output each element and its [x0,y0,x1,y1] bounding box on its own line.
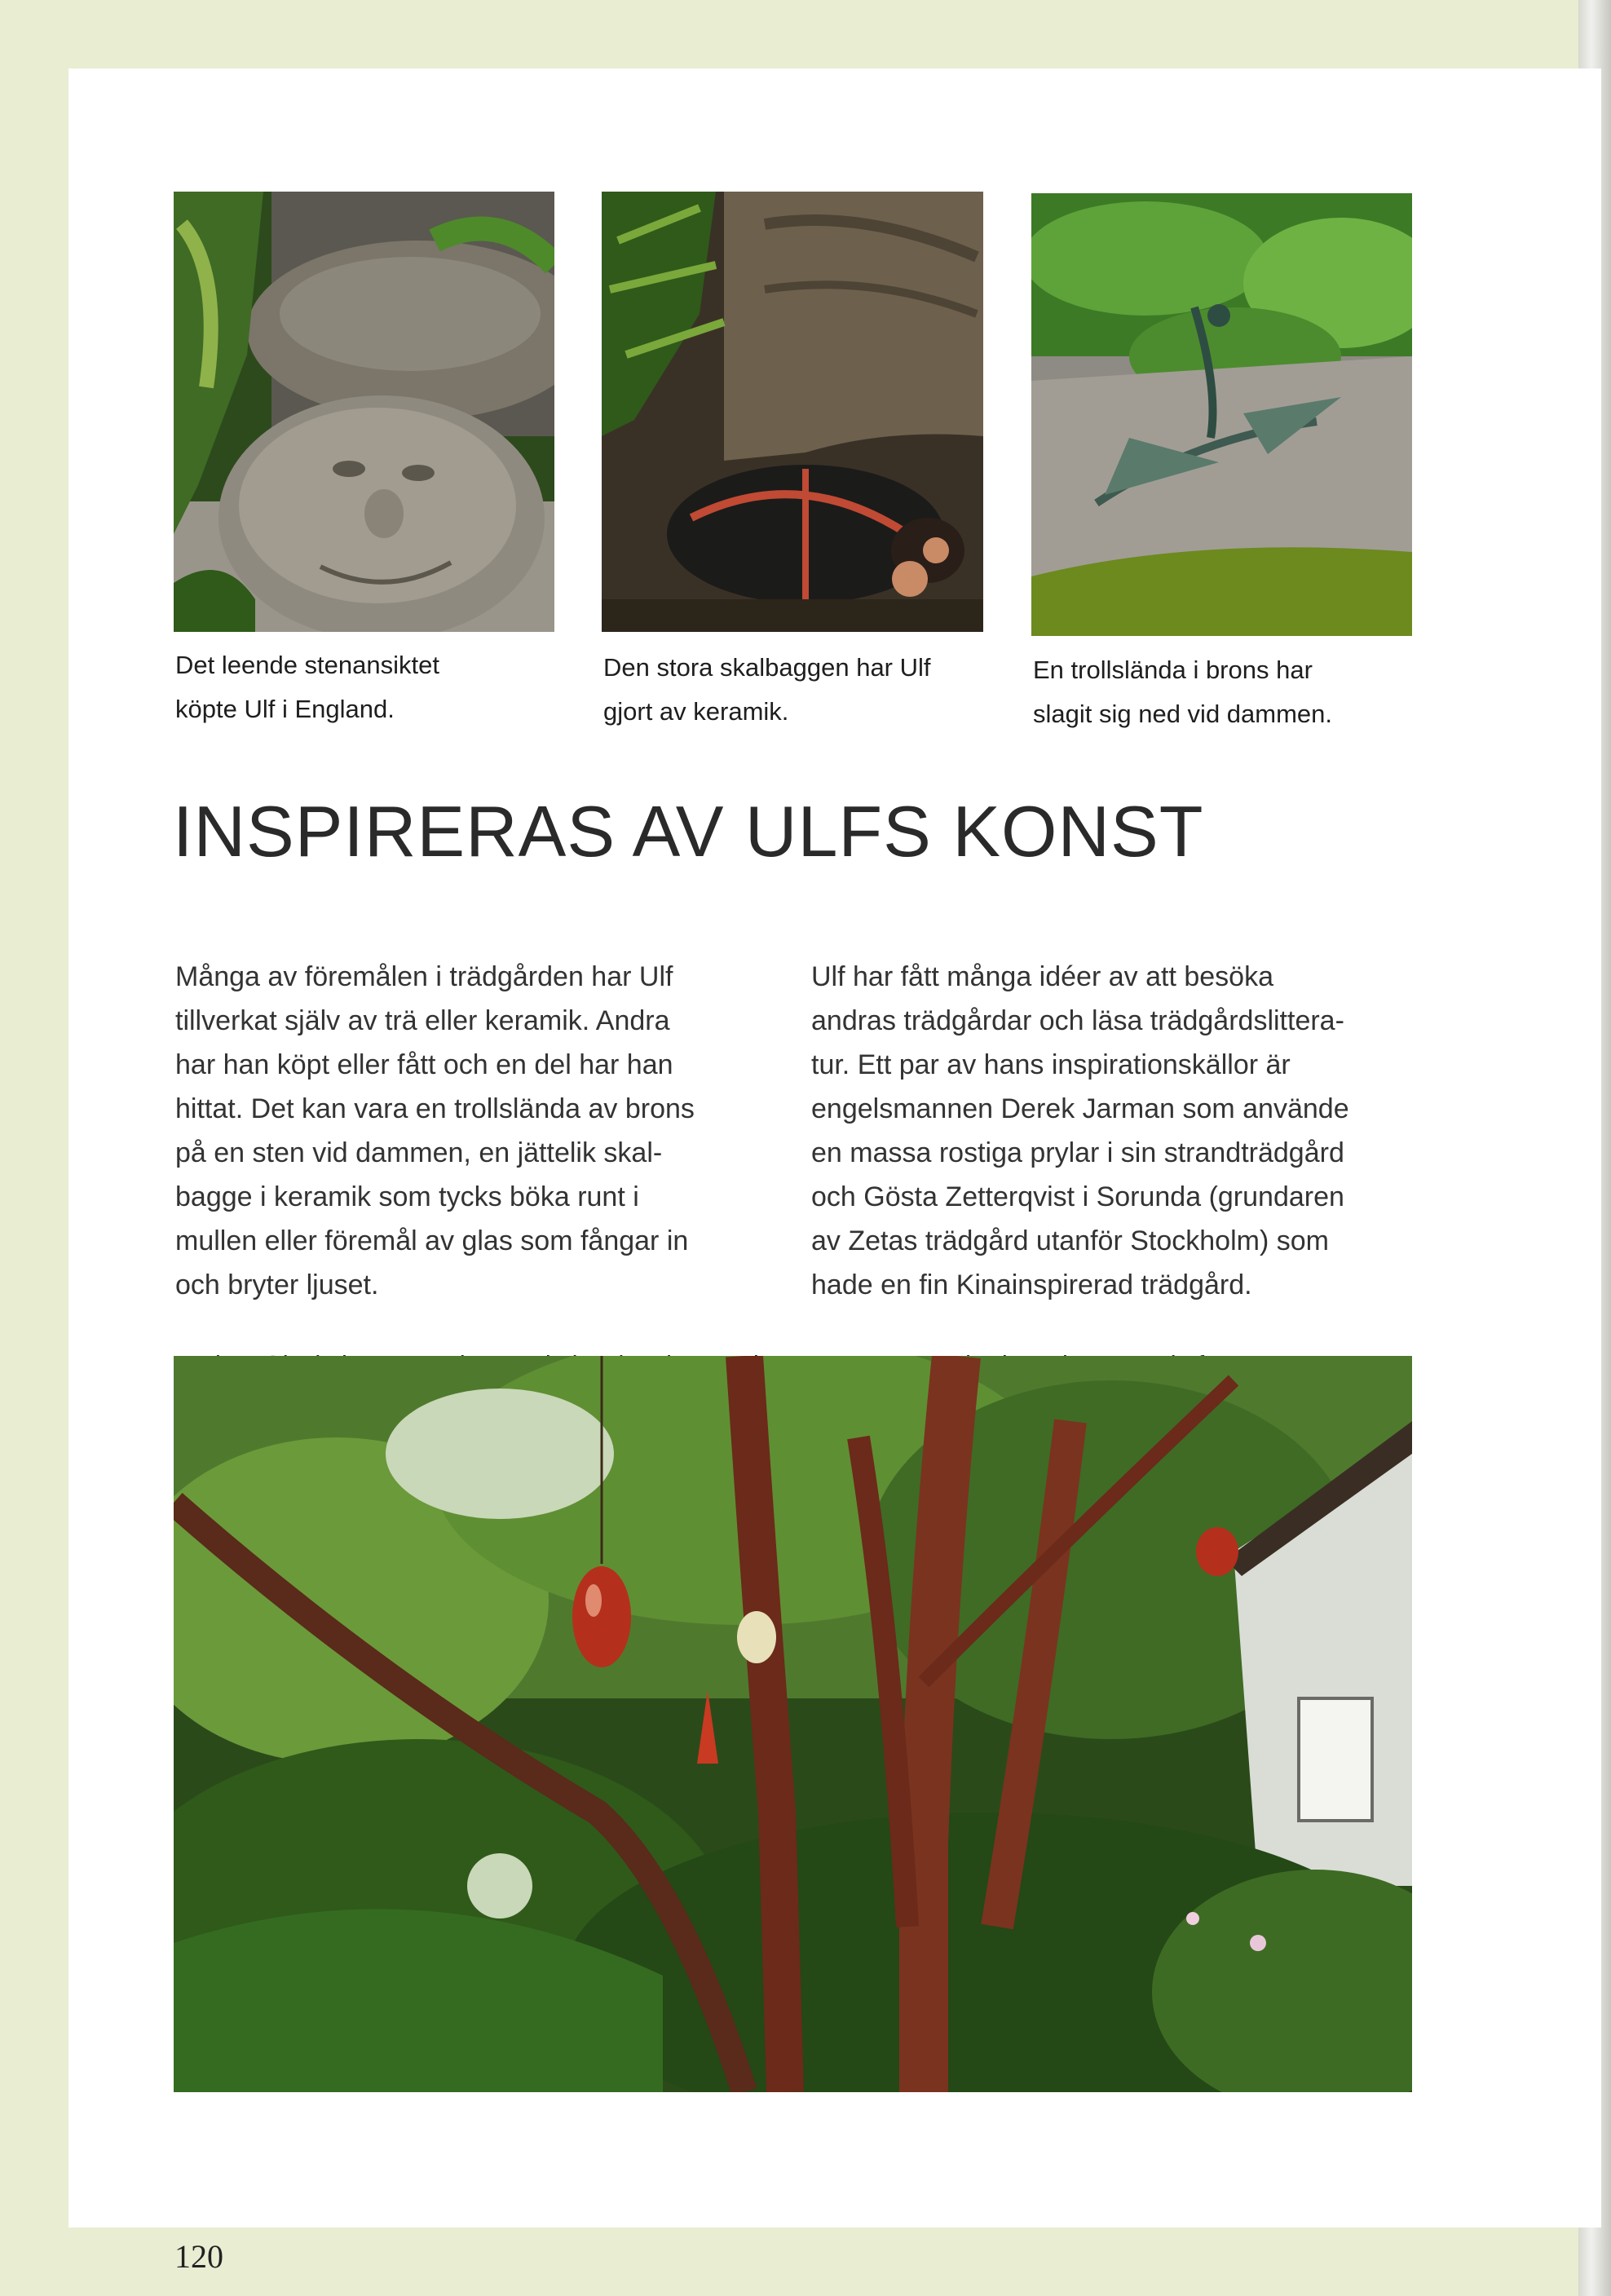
body-line: mullen eller föremål av glas som fångar in [175,1225,689,1256]
body-line: bagge i keramik som tycks böka runt i [175,1181,639,1212]
caption-line: En trollslända i brons har [1033,656,1313,684]
stone-face-caption [175,643,558,731]
body-line: hittat. Det kan vara en trollslända av brons [175,1093,695,1124]
body-line: av Zetas trädgård utanför Stockholm) som [811,1225,1329,1256]
body-column-right [811,955,1431,1307]
body-line: engelsmannen Derek Jarman som använde [811,1093,1349,1124]
cherry-tree-glass-balls-image [174,1356,1412,2092]
caption-line: Det leende stenansiktet [175,651,439,679]
book-page [68,68,1601,2275]
article-title: INSPIRERAS AV ULFS KONST [173,791,1204,872]
stone-face-photo [174,192,554,632]
body-line: och bryter ljuset. [175,1269,379,1300]
body-line: tur. Ett par av hans inspirationskällor är [811,1049,1291,1080]
body-line: hade en fin Kinainspirerad trädgård. [811,1269,1252,1300]
bronze-dragonfly-photo [1031,193,1412,636]
body-line: en massa rostiga prylar i sin strandträdgård [811,1137,1344,1168]
bronze-dragonfly-image [1031,193,1412,636]
ceramic-beetle-photo [602,192,983,632]
ceramic-beetle-image [602,192,983,632]
stone-face-image [174,192,554,632]
body-line: och Gösta Zetterqvist i Sorunda (grundaren [811,1181,1344,1212]
body-column-left [175,955,762,1307]
caption-line: Den stora skalbaggen har Ulf [603,653,931,682]
body-line: Många av föremålen i trädgården har Ulf [175,961,673,992]
cherry-tree-glass-balls-photo [174,1356,1412,2092]
caption-line: gjort av keramik. [603,697,789,726]
caption-line: slagit sig ned vid dammen. [1033,700,1333,728]
body-line: har han köpt eller fått och en del har han [175,1049,673,1080]
body-line: andras trädgårdar och läsa trädgårdslittera- [811,1005,1344,1036]
body-line: på en sten vid dammen, en jättelik skal- [175,1137,663,1168]
beetle-caption [603,646,986,734]
body-line: Ulf har fått många idéer av att besöka [811,961,1273,992]
caption-line: köpte Ulf i England. [175,695,395,723]
page-number: 120 [174,2238,223,2275]
dragonfly-caption [1033,648,1416,736]
body-line: tillverkat själv av trä eller keramik. Andra [175,1005,670,1036]
